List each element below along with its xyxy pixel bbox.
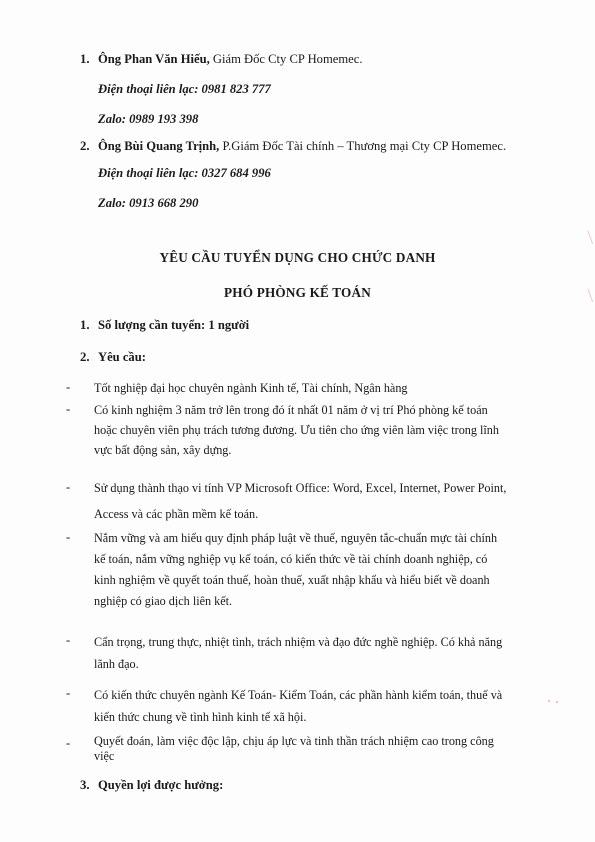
contact-2-zalo: Zalo: 0913 668 290 [98, 196, 199, 210]
contact-1-zalo: Zalo: 0989 193 398 [98, 112, 199, 126]
req-3 [94, 478, 546, 524]
req-5-line-2: lãnh đạo. [94, 657, 139, 671]
contact-2-line [98, 139, 506, 154]
section-3-number: 3. [80, 778, 90, 792]
req-6-line-1: Có kiến thức chuyên ngành Kế Toán- Kiểm Toán, các phần hành kiểm toán, thuế và [94, 688, 503, 702]
req-2-line-2: hoặc chuyên viên phụ trách tương đương. Ưu tiên cho ứng viên làm việc trong lĩnh [94, 423, 499, 437]
scan-speck [556, 701, 558, 703]
contact-1-line [98, 52, 363, 67]
contact-1-number: 1. [80, 52, 90, 66]
contact-2-name: Ông Bùi Quang Trịnh, [98, 139, 220, 153]
contact-2-phone: Điện thoại liên lạc: 0327 684 996 [98, 166, 271, 180]
req-5-dash: - [66, 633, 71, 647]
contact-2-title: P.Giám Đốc Tài chính – Thương mại Cty CP Homemec. [219, 139, 507, 153]
req-7-line-2: việc [94, 749, 115, 763]
contact-1-phone: Điện thoại liên lạc: 0981 823 777 [98, 82, 271, 96]
req-4-line-2: kế toán, nắm vững nghiệp vụ kế toán, có kiến thức về tài chính doanh nghiệp, có [94, 552, 488, 566]
req-5-line-1: Cẩn trọng, trung thực, nhiệt tình, trách nhiệm và đạo đức nghề nghiệp. Có khả năng [94, 635, 503, 649]
req-6 [94, 684, 546, 728]
scan-speck [548, 700, 550, 702]
req-1-dash: - [66, 380, 71, 394]
req-6-line-2: kiến thức chung về tình hình kinh tế xã hội. [94, 710, 307, 724]
req-4 [94, 528, 546, 612]
section-2-label: Yêu cầu: [98, 350, 146, 364]
req-4-line-3: kinh nghiệm về quyết toán thuế, hoàn thuế, xuất nhập khẩu và hiểu biết về doanh [94, 573, 490, 587]
req-1 [94, 378, 546, 398]
heading-line-2: PHÓ PHÒNG KẾ TOÁN [224, 285, 371, 300]
contact-1-title: Giám Đốc Cty CP Homemec. [209, 52, 363, 66]
req-7-dash: - [66, 736, 71, 750]
section-1-number: 1. [80, 318, 90, 332]
contact-1-name: Ông Phan Văn Hiếu, [98, 52, 210, 66]
req-4-line-4: nghiệp có giao dịch liên kết. [94, 594, 233, 608]
heading-line-1: YÊU CẦU TUYỂN DỤNG CHO CHỨC DANH [159, 250, 436, 265]
req-2-line-3: vực bất động sản, xây dựng. [94, 443, 232, 457]
req-1-line-1: Tốt nghiệp đại học chuyên ngành Kinh tế, Tài chính, Ngân hàng [94, 381, 408, 395]
section-2-number: 2. [80, 350, 90, 364]
req-3-line-1: Sử dụng thành thạo vi tính VP Microsoft Office: Word, Excel, Internet, Power Point, [94, 481, 507, 495]
req-3-line-2: Access và các phần mềm kế toán. [94, 507, 259, 521]
section-1-label: Số lượng cần tuyển: 1 người [98, 318, 250, 332]
req-4-line-1: Nắm vững và am hiểu quy định pháp luật về thuế, nguyên tắc-chuẩn mực tài chính [94, 531, 498, 545]
section-3-label: Quyền lợi được hưởng: [98, 778, 224, 792]
req-2-line-1: Có kinh nghiệm 3 năm trở lên trong đó ít nhất 01 năm ở vị trí Phó phòng kế toán [94, 403, 488, 417]
req-6-dash: - [66, 686, 71, 700]
contact-2-number: 2. [80, 139, 90, 153]
req-2 [94, 400, 546, 460]
req-5 [94, 631, 546, 675]
req-7 [94, 734, 546, 764]
req-3-dash: - [66, 480, 71, 494]
req-2-dash: - [66, 402, 71, 416]
req-7-line-1: Quyết đoán, làm việc độc lập, chịu áp lực và tinh thần trách nhiệm cao trong công [94, 734, 494, 748]
req-4-dash: - [66, 530, 71, 544]
scan-mark [578, 231, 593, 248]
